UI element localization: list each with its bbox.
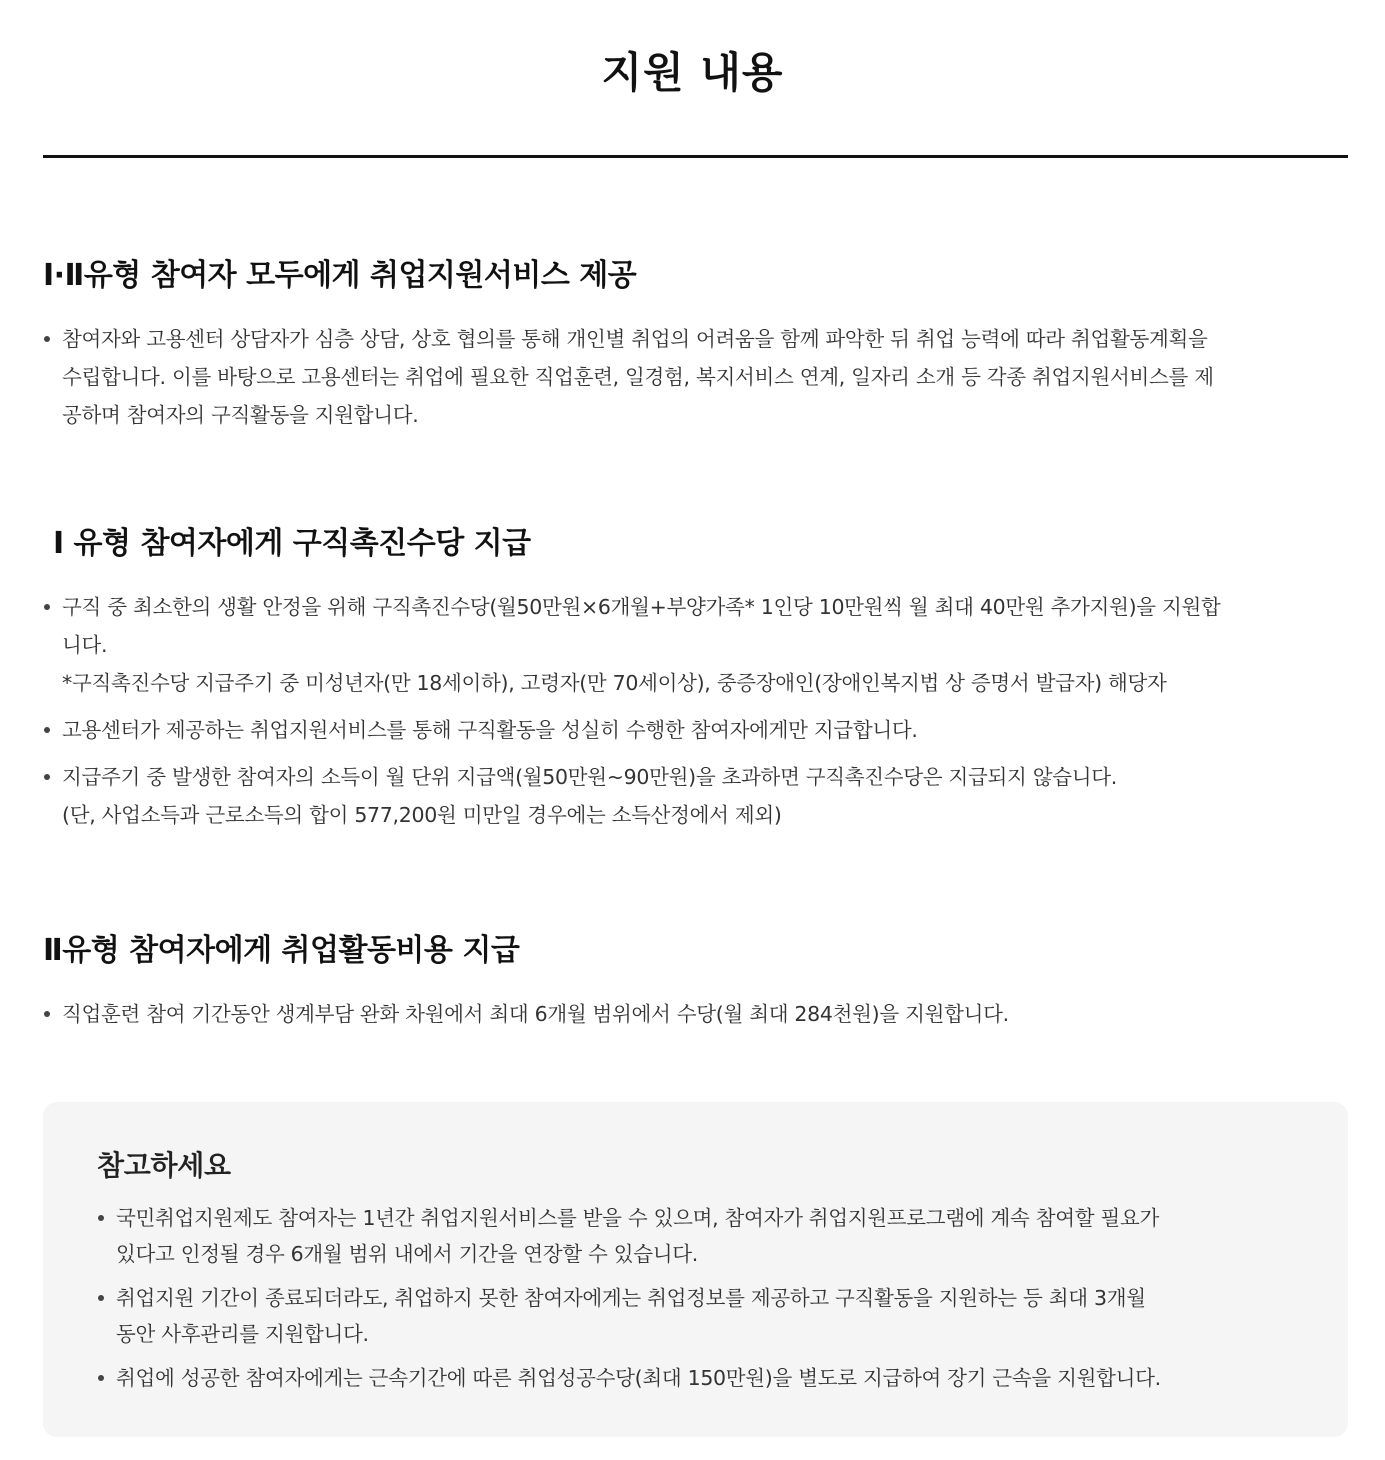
page-title: 지원 내용 bbox=[601, 48, 784, 97]
bullet-list bbox=[43, 588, 1348, 834]
section-type2-expenses bbox=[43, 925, 1348, 1042]
list-item bbox=[43, 758, 1348, 834]
list-item-text: 참여자와 고용센터 상담자가 심층 상담, 상호 협의를 통해 개인별 취업의 어려움을 함께 파악한 뒤 취업 능력에 따라 취업활동계획을 bbox=[62, 327, 1208, 351]
list-item-text: 니다. bbox=[62, 633, 108, 657]
list-item bbox=[97, 1280, 1294, 1352]
bullet-list bbox=[43, 320, 1348, 434]
list-item bbox=[43, 588, 1348, 702]
list-item-text: 구직 중 최소한의 생활 안정을 위해 구직촉진수당(월50만원×6개월+부양가족* 1인당 10만원씩 월 최대 40만원 추가지원)을 지원합 bbox=[62, 595, 1221, 619]
list-item bbox=[43, 995, 1348, 1033]
section-heading: Ⅰ 유형 참여자에게 구직촉진수당 지급 bbox=[43, 526, 531, 561]
section-heading: Ⅰ·Ⅱ유형 참여자 모두에게 취업지원서비스 제공 bbox=[43, 258, 637, 293]
list-item-text: 동안 사후관리를 지원합니다. bbox=[116, 1322, 369, 1346]
note-title: 참고하세요 bbox=[97, 1149, 231, 1182]
list-item-footnote: *구직촉진수당 지급주기 중 미성년자(만 18세이하), 고령자(만 70세이상), 중증장애인(장애인복지법 상 증명서 발급자) 해당자 bbox=[62, 671, 1167, 695]
list-item-text: 직업훈련 참여 기간동안 생계부담 완화 차원에서 최대 6개월 범위에서 수당(월 최대 284천원)을 지원합니다. bbox=[62, 1002, 1009, 1026]
list-item-text: 취업에 성공한 참여자에게는 근속기간에 따른 취업성공수당(최대 150만원)을 별도로 지급하여 장기 근속을 지원합니다. bbox=[116, 1366, 1161, 1390]
list-item bbox=[43, 320, 1348, 434]
list-item bbox=[97, 1200, 1294, 1272]
title-divider bbox=[43, 155, 1348, 158]
list-item-text: 공하며 참여자의 구직활동을 지원합니다. bbox=[62, 403, 419, 427]
note-bullet-list bbox=[97, 1200, 1294, 1396]
list-item-text: (단, 사업소득과 근로소득의 합이 577,200원 미만일 경우에는 소득산정에서 제외) bbox=[62, 803, 782, 827]
note-box bbox=[43, 1102, 1348, 1437]
list-item-text: 수립합니다. 이를 바탕으로 고용센터는 취업에 필요한 직업훈련, 일경험, 복지서비스 연계, 일자리 소개 등 각종 취업지원서비스를 제 bbox=[62, 365, 1214, 389]
bullet-list bbox=[43, 995, 1348, 1033]
list-item-text: 지급주기 중 발생한 참여자의 소득이 월 단위 지급액(월50만원~90만원)을 초과하면 구직촉진수당은 지급되지 않습니다. bbox=[62, 765, 1117, 789]
list-item-text: 고용센터가 제공하는 취업지원서비스를 통해 구직활동을 성실히 수행한 참여자에게만 지급합니다. bbox=[62, 718, 918, 742]
list-item-text: 국민취업지원제도 참여자는 1년간 취업지원서비스를 받을 수 있으며, 참여자가 취업지원프로그램에 계속 참여할 필요가 bbox=[116, 1206, 1159, 1230]
section-type1-allowance bbox=[43, 518, 1348, 843]
list-item bbox=[43, 711, 1348, 749]
list-item bbox=[97, 1360, 1294, 1396]
list-item-text: 취업지원 기간이 종료되더라도, 취업하지 못한 참여자에게는 취업정보를 제공하고 구직활동을 지원하는 등 최대 3개월 bbox=[116, 1286, 1146, 1310]
section-heading: Ⅱ유형 참여자에게 취업활동비용 지급 bbox=[43, 933, 520, 968]
section-all-types-service bbox=[43, 250, 1348, 443]
list-item-text: 있다고 인정될 경우 6개월 범위 내에서 기간을 연장할 수 있습니다. bbox=[116, 1242, 698, 1266]
